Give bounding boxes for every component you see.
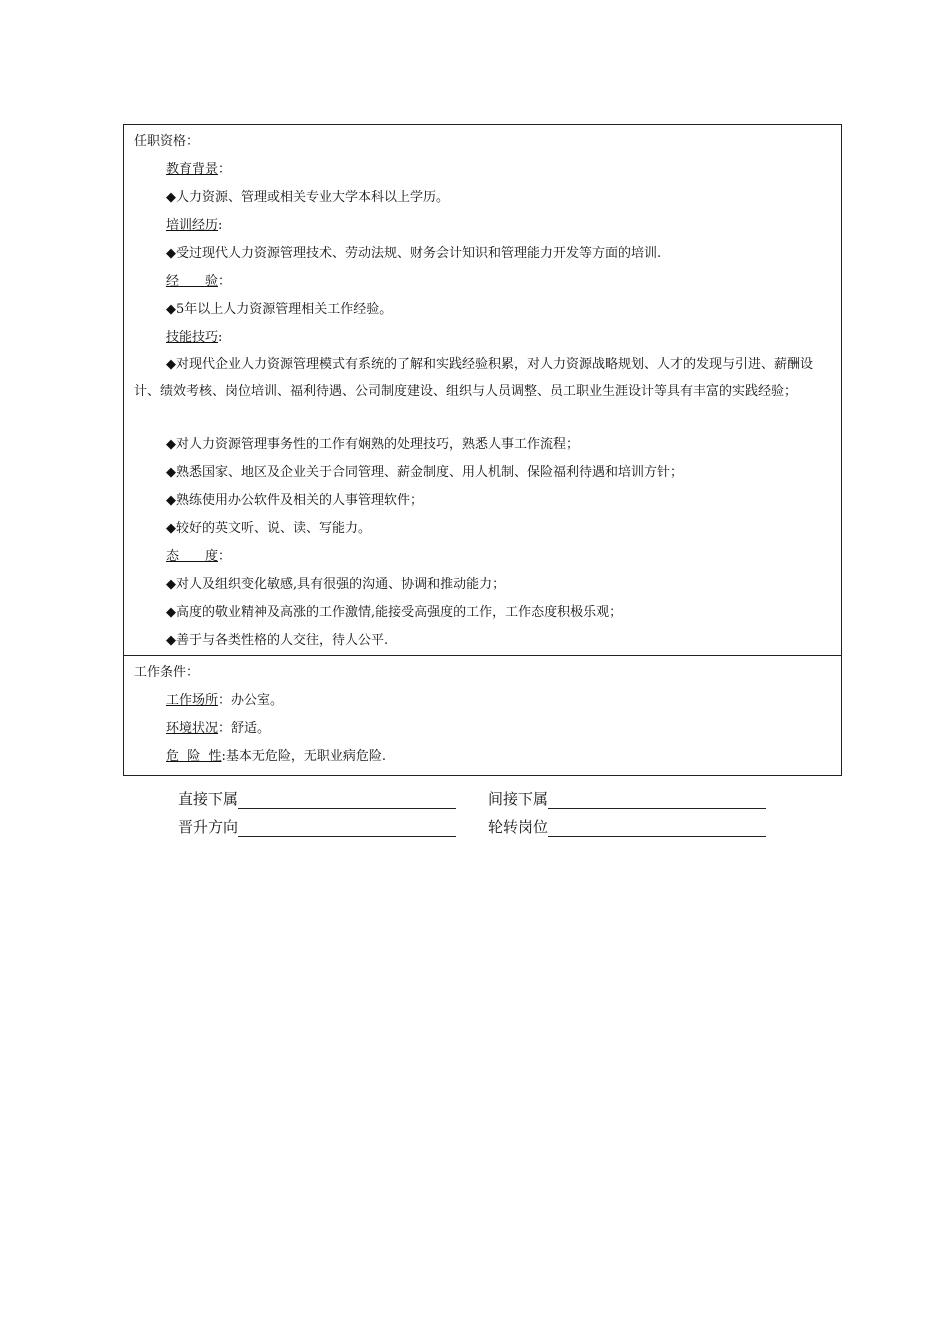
qualifications-section bbox=[123, 124, 842, 656]
experience-item: ◆5年以上人力资源管理相关工作经验。 bbox=[166, 302, 393, 317]
skills-heading bbox=[166, 329, 222, 347]
environment-label: 环境状况 bbox=[166, 721, 219, 736]
direct-subordinate-row bbox=[178, 789, 456, 809]
skills-label: 技能技巧 bbox=[166, 330, 219, 345]
danger-value: :基本无危险，无职业病危险. bbox=[221, 749, 387, 764]
conditions-title: 工作条件： bbox=[134, 665, 200, 680]
attitude-heading bbox=[166, 548, 231, 566]
training-colon: : bbox=[218, 218, 223, 233]
environment-value: ：舒适。 bbox=[218, 721, 271, 736]
environment bbox=[166, 720, 270, 738]
training-heading bbox=[166, 217, 222, 235]
attitude-item: ◆善于与各类性格的人交往，待人公平. bbox=[166, 633, 389, 648]
experience-label: 经 验 bbox=[166, 274, 219, 289]
direct-subordinate-field[interactable] bbox=[238, 792, 456, 809]
rotation-label: 轮转岗位 bbox=[488, 818, 549, 836]
skills-item: ◆对人力资源管理事务性的工作有娴熟的处理技巧，熟悉人事工作流程； bbox=[166, 437, 579, 452]
training-item: ◆受过现代人力资源管理技术、劳动法规、财务会计知识和管理能力开发等方面的培训. bbox=[166, 246, 662, 261]
experience-heading bbox=[166, 273, 231, 291]
direct-subordinate-label: 直接下属 bbox=[178, 790, 239, 808]
danger-label: 危 险 性 bbox=[166, 749, 222, 764]
conditions-section bbox=[123, 655, 842, 776]
work-place-value: ：办公室。 bbox=[218, 693, 284, 708]
qualifications-title: 任职资格： bbox=[134, 134, 200, 149]
skills-item: ◆熟练使用办公软件及相关的人事管理软件； bbox=[166, 493, 423, 508]
skills-item: ◆对现代企业人力资源管理模式有系统的了解和实践经验积累，对人力资源战略规划、人才的发现与引进、薪酬设计、绩效考核、岗位培训、福利待遇、公司制度建设、组织与人员调整、员工职业生涯设计等具有丰富的实践经验； bbox=[134, 357, 813, 399]
attitude-label: 态 度 bbox=[166, 549, 219, 564]
training-label: 培训经历 bbox=[166, 218, 219, 233]
indirect-subordinate-field[interactable] bbox=[548, 792, 766, 809]
skills-item: ◆较好的英文听、说、读、写能力。 bbox=[166, 521, 371, 536]
attitude-item: ◆对人及组织变化敏感,具有很强的沟通、协调和推动能力； bbox=[166, 577, 506, 592]
skills-colon: : bbox=[218, 330, 223, 345]
attitude-colon: ： bbox=[218, 549, 232, 564]
education-item: ◆人力资源、管理或相关专业大学本科以上学历。 bbox=[166, 190, 449, 205]
work-place bbox=[166, 692, 283, 710]
education-label: 教育背景 bbox=[166, 162, 219, 177]
skills-item: ◆熟悉国家、地区及企业关于合同管理、薪金制度、用人机制、保险福利待遇和培训方针； bbox=[166, 465, 683, 480]
education-colon: ： bbox=[218, 162, 232, 177]
rotation-field[interactable] bbox=[548, 820, 766, 837]
indirect-subordinate-label: 间接下属 bbox=[488, 790, 549, 808]
promotion-row bbox=[178, 817, 456, 837]
promotion-field[interactable] bbox=[238, 820, 456, 837]
education-heading bbox=[166, 161, 231, 179]
rotation-row bbox=[488, 817, 766, 837]
experience-colon: ： bbox=[218, 274, 232, 289]
promotion-label: 晋升方向 bbox=[178, 818, 239, 836]
danger bbox=[166, 748, 386, 766]
attitude-item: ◆高度的敬业精神及高涨的工作激情,能接受高强度的工作，工作态度积极乐观； bbox=[166, 605, 623, 620]
indirect-subordinate-row bbox=[488, 789, 766, 809]
work-place-label: 工作场所 bbox=[166, 693, 219, 708]
